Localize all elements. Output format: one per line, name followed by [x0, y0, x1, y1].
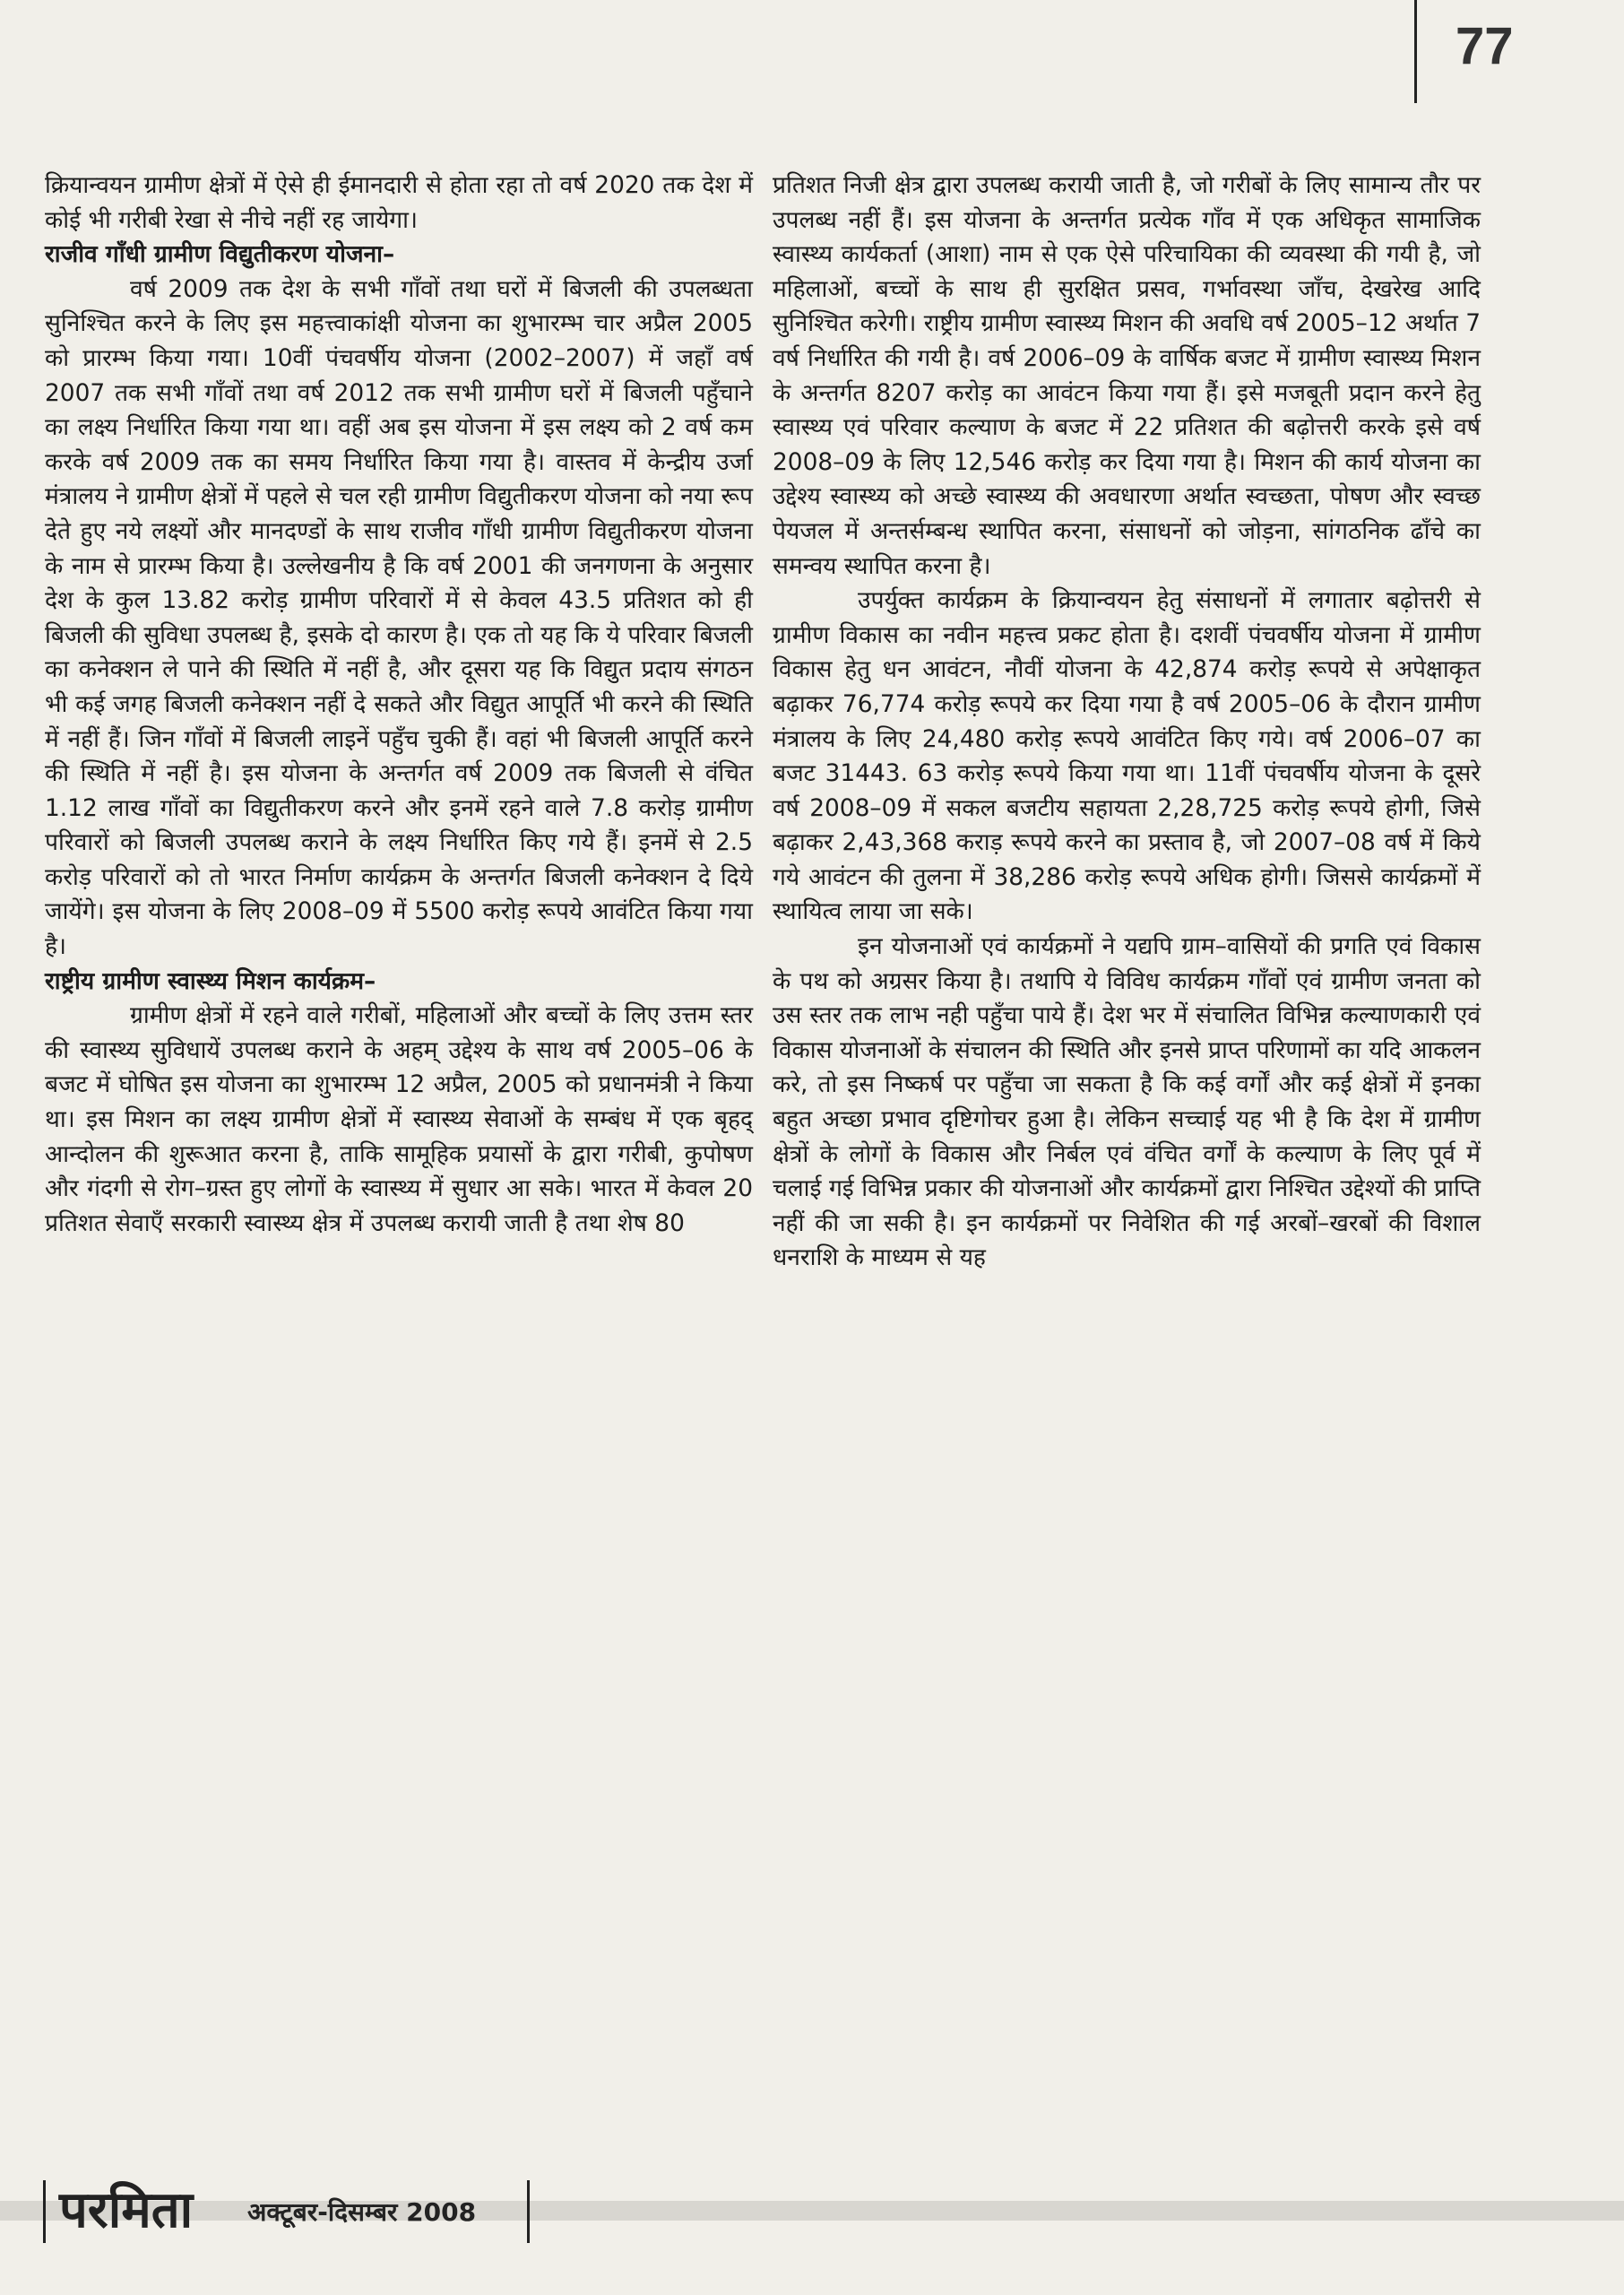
paragraph: उपर्युक्त कार्यक्रम के क्रियान्वयन हेतु संसाधनों में लगातार बढ़ोत्तरी से ग्रामीण विकास का नवीन महत्त्व प्रकट होता है। दशवीं पंचवर्षीय योजना में ग्रामीण विकास हेतु धन आवंटन, नौवीं योजना के 42,874 करोड़ रूपये से अपेक्षाकृत बढ़ाकर 76,774 करोड़ रूपये कर दिया गया है वर्ष 2005–06 के दौरान ग्रामीण मंत्रालय के लिए 24,480 करोड़ रूपये आवंटित किए गये। वर्ष 2006–07 का बजट 31443. 63 करोड़ रूपये किया गया था। 11वीं पंचवर्षीय योजना के दूसरे वर्ष 2008–09 में सकल बजटीय सहायता 2,28,725 करोड़ रूपये होगी, जिसे बढ़ाकर 2,43,368 कराड़ रूपये करने का प्रस्ताव है, जो 2007–08 वर्ष में किये गये आवंटन की तुलना में 38,286 करोड़ रूपये अधिक होगी। जिससे कार्यक्रमों में स्थायित्व लाया जा सके।	[773, 586, 1481, 926]
paragraph: इन योजनाओं एवं कार्यक्रमों ने यद्यपि ग्राम–वासियों की प्रगति एवं विकास के पथ को अग्रसर किया है। तथापि ये विविध कार्यक्रम गाँवों एवं ग्रामीण जनता को उस स्तर तक लाभ नही पहुँचा पाये हैं। देश भर में संचालित विभिन्न कल्याणकारी एवं विकास योजनाओं के संचालन की स्थिति और इनसे प्राप्त परिणामों का यदि आकलन करे, तो इस निष्कर्ष पर पहुँचा जा सकता है कि कई वर्गों और कई क्षेत्रों में इनका बहुत अच्छा प्रभाव दृष्टिगोचर हुआ है। लेकिन सच्चाई यह भी है कि देश में ग्रामीण क्षेत्रों के लोगों के विकास और निर्बल एवं वंचित वर्गों के कल्याण के लिए पूर्व में चलाई गई विभिन्न प्रकार की योजनाओं और कार्यक्रमों द्वारा निश्चित उद्देश्यों की प्राप्ति नहीं की जा सकी है। इन कार्यक्रमों पर निवेशित की गई अरबों–खरबों की विशाल धनराशि के माध्यम से यह	[773, 932, 1481, 1272]
paragraph: वर्ष 2009 तक देश के सभी गाँवों तथा घरों में बिजली की उपलब्धता सुनिश्चित करने के लिए इस महत्त्वाकांक्षी योजना का शुभारम्भ चार अप्रैल 2005 को प्रारम्भ किया गया। 10वीं पंचवर्षीय योजना (2002–2007) में जहाँ वर्ष 2007 तक सभी गाँवों तथा वर्ष 2012 तक सभी ग्रामीण घरों में बिजली पहुँचाने का लक्ष्य निर्धारित किया गया था। वहीं अब इस योजना में इस लक्ष्य को 2 वर्ष कम करके वर्ष 2009 तक का समय निर्धारित किया गया है। वास्तव में केन्द्रीय उर्जा मंत्रालय ने ग्रामीण क्षेत्रों में पहले से चल रही ग्रामीण विद्युतीकरण योजना को नया रूप देते हुए नये लक्ष्यों और मानदण्डों के साथ राजीव गाँधी ग्रामीण विद्युतीकरण योजना के नाम से प्रारम्भ किया है। उल्लेखनीय है कि वर्ष 2001 की जनगणना के अनुसार देश के कुल 13.82 करोड़ ग्रामीण परिवारों में से केवल 43.5 प्रतिशत को ही बिजली की सुविधा उपलब्ध है, इसके दो कारण है। एक तो यह कि ये परिवार बिजली का कनेक्शन ले पाने की स्थिति में नहीं है, और दूसरा यह कि विद्युत प्रदाय संगठन भी कई जगह बिजली कनेक्शन नहीं दे सकते और विद्युत आपूर्ति भी करने की स्थिति में नहीं हैं। जिन गाँवों में बिजली लाइनें पहुँच चुकी हैं। वहां भी बिजली आपूर्ति करने की स्थिति में नहीं है। इस योजना के अन्तर्गत वर्ष 2009 तक बिजली से वंचित 1.12 लाख गाँवों का विद्युतीकरण करने और इनमें रहने वाले 7.8 करोड़ ग्रामीण परिवारों को बिजली उपलब्ध कराने के लक्ष्य निर्धारित किए गये हैं। इनमें से 2.5 करोड़ परिवारों को तो भारत निर्माण कार्यक्रम के अन्तर्गत बिजली कनेक्शन दे दिये जायेंगे। इस योजना के लिए 2008–09 में 5500 करोड़ रूपये आवंटित किया गया है।	[45, 274, 753, 961]
journal-title: परमिता	[59, 2181, 194, 2239]
footer-rule	[527, 2180, 530, 2243]
footer	[43, 2180, 545, 2243]
paragraph: ग्रामीण क्षेत्रों में रहने वाले गरीबों, महिलाओं और बच्चों के लिए उत्तम स्तर की स्वास्थ्य सुविधायें उपलब्ध कराने के अहम् उद्देश्य के साथ वर्ष 2005–06 के बजट में घोषित इस योजना का शुभारम्भ 12 अप्रैल, 2005 को प्रधानमंत्री ने किया था। इस मिशन का लक्ष्य ग्रामीण क्षेत्रों में स्वास्थ्य सेवाओं के सम्बंध में एक बृहद् आन्दोलन की शुरूआत करना है, ताकि सामूहिक प्रयासों के द्वारा गरीबी, कुपोषण और गंदगी से रोग–ग्रस्त हुए लोगों के स्वास्थ्य में सुधार आ सके। भारत में केवल 20 प्रतिशत सेवाएँ सरकारी स्वास्थ्य क्षेत्र में उपलब्ध करायी जाती है तथा शेष 80	[45, 1001, 753, 1237]
section-heading: राजीव गाँधी ग्रामीण विद्युतीकरण योजना–	[45, 240, 395, 269]
right-column	[773, 169, 1481, 1276]
footer-rule	[43, 2180, 46, 2243]
paragraph: प्रतिशत निजी क्षेत्र द्वारा उपलब्ध करायी जाती है, जो गरीबों के लिए सामान्य तौर पर उपलब्ध नहीं हैं। इस योजना के अन्तर्गत प्रत्येक गाँव में एक अधिकृत सामाजिक स्वास्थ्य कार्यकर्ता (आशा) नाम से एक ऐसे परिचायिका की व्यवस्था की गयी है, जो महिलाओं, बच्चों के साथ ही सुरक्षित प्रसव, गर्भावस्था जाँच, देखरेख आदि सुनिश्चित करेगी। राष्ट्रीय ग्रामीण स्वास्थ्य मिशन की अवधि वर्ष 2005–12 अर्थात 7 वर्ष निर्धारित की गयी है। वर्ष 2006–09 के वार्षिक बजट में ग्रामीण स्वास्थ्य मिशन के अन्तर्गत 8207 करोड़ का आवंटन किया गया हैं। इसे मजबूती प्रदान करने हेतु स्वास्थ्य एवं परिवार कल्याण के बजट में 22 प्रतिशत की बढ़ोत्तरी करके इसे वर्ष 2008–09 के लिए 12,546 करोड़ कर दिया गया है। मिशन की कार्य योजना का उद्देश्य स्वास्थ्य को अच्छे स्वास्थ्य की अवधारणा अर्थात स्वच्छता, पोषण और स्वच्छ पेयजल में अन्तर्सम्बन्ध स्थापित करना, संसाधनों को जोड़ना, सांगठनिक ढाँचे का समन्वय स्थापित करना है।	[773, 171, 1481, 580]
left-column	[45, 169, 753, 1241]
paragraph: क्रियान्वयन ग्रामीण क्षेत्रों में ऐसे ही ईमानदारी से होता रहा तो वर्ष 2020 तक देश में कोई भी गरीबी रेखा से नीचे नहीं रह जायेगा।	[45, 171, 753, 234]
header-rule	[1414, 0, 1417, 103]
page-number: 77	[1456, 17, 1514, 75]
section-heading: राष्ट्रीय ग्रामीण स्वास्थ्य मिशन कार्यक्रम–	[45, 966, 376, 995]
issue-date: अक्टूबर-दिसम्बर 2008	[247, 2197, 477, 2227]
